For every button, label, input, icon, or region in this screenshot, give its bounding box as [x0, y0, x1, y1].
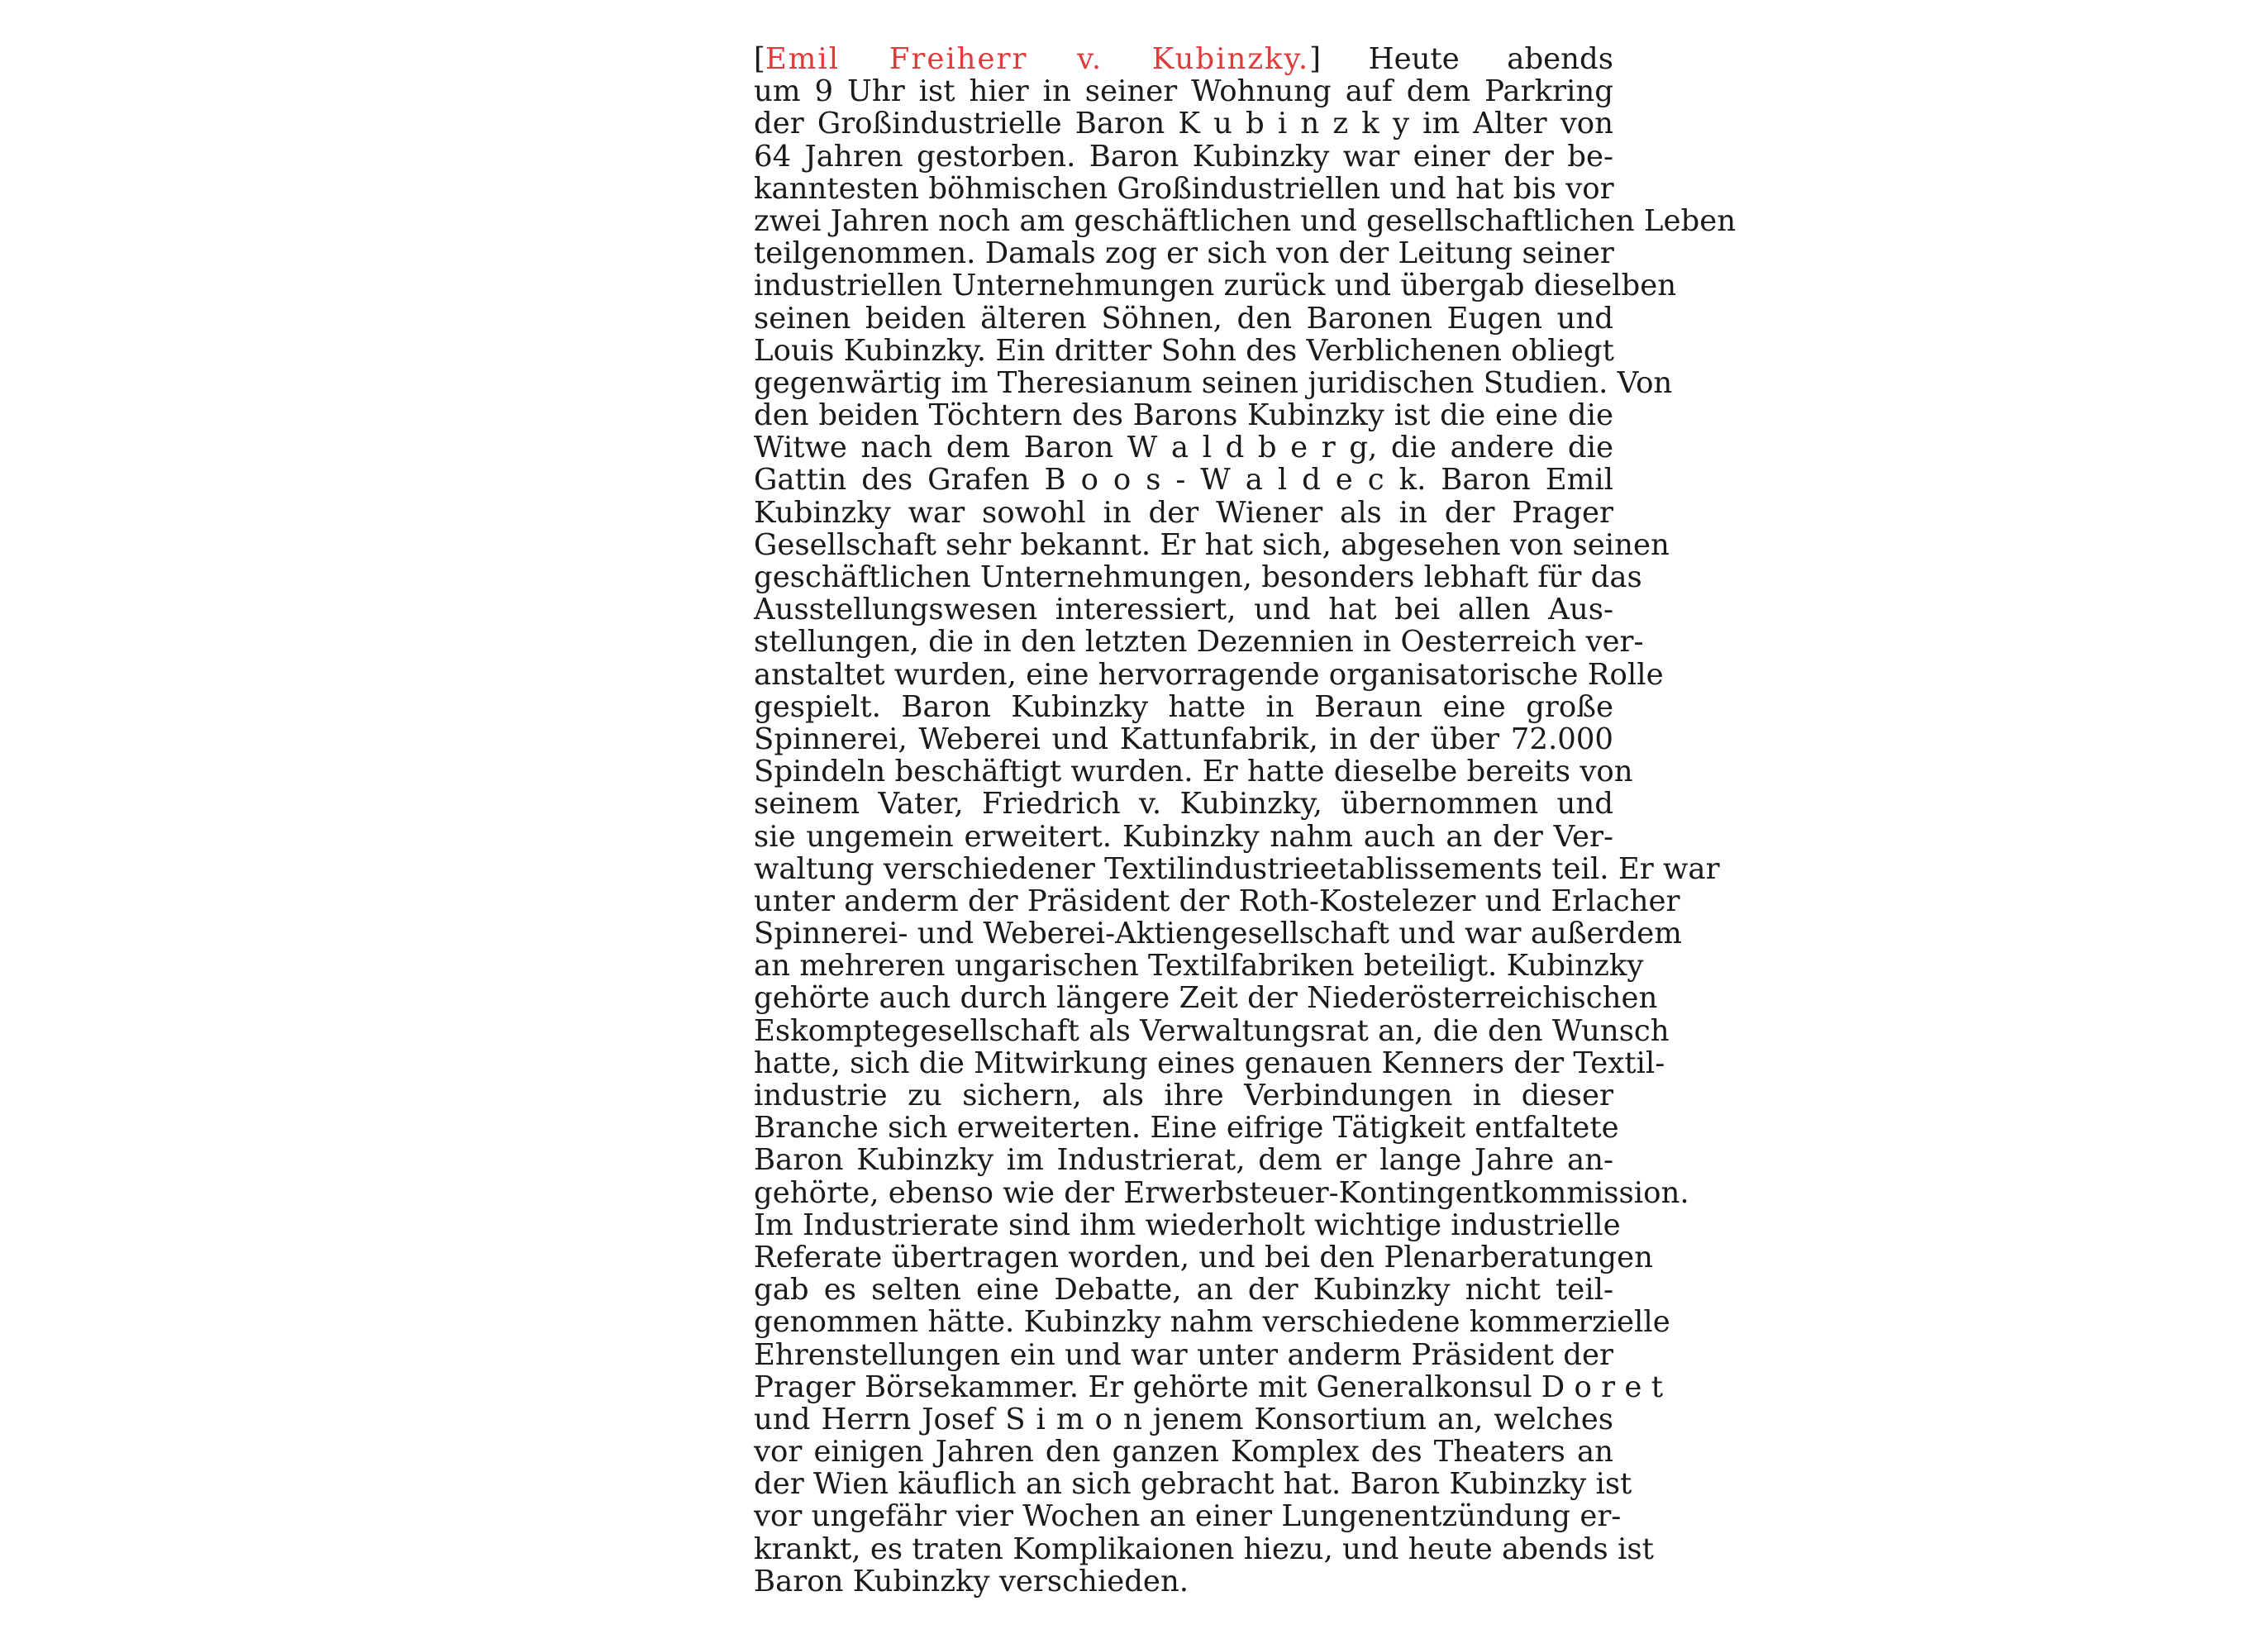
- article-line: 64 Jahren gestorben. Baron Kubinzky war einer der be-: [754, 139, 1613, 174]
- article-line: Referate übertragen worden, und bei den Plenarberatungen: [754, 1240, 1654, 1274]
- article-line: Louis Kubinzky. Ein dritter Sohn des Verblichenen obliegt: [754, 333, 1614, 368]
- article-line: der Großindustrielle Baron K u b i n z k y im Alter von: [754, 107, 1613, 141]
- article-line: gehörte auch durch längere Zeit der Niederösterreichischen: [754, 981, 1658, 1016]
- article-line: Branche sich erweiterten. Eine eifrige Tätigkeit entfaltete: [754, 1111, 1619, 1146]
- headline-lead-text: Heute abends: [1321, 42, 1613, 76]
- article-line: gespielt. Baron Kubinzky hatte in Beraun eine große: [754, 689, 1613, 724]
- article-line: kanntesten böhmischen Großindustriellen und hat bis vor: [754, 171, 1614, 206]
- article-line: gab es selten eine Debatte, an der Kubinzky nicht teil-: [754, 1273, 1613, 1308]
- article-line: Spindeln beschäftigt wurden. Er hatte dieselbe bereits von: [754, 755, 1633, 789]
- article-line: seinen beiden älteren Söhnen, den Baronen Eugen und: [754, 301, 1613, 336]
- article-line: an mehreren ungarischen Textilfabriken beteiligt. Kubinzky: [754, 949, 1644, 984]
- article-line: waltung verschiedener Textilindustrieetablissements teil. Er war: [754, 851, 1720, 886]
- article-line: industrie zu sichern, als ihre Verbindungen in dieser: [754, 1079, 1613, 1112]
- article-line: Witwe nach dem Baron W a l d b e r g, die andere die: [754, 431, 1613, 465]
- article-line: unter anderm der Präsident der Roth-Kostelezer und Erlacher: [754, 884, 1680, 918]
- article-line: Gattin des Grafen B o o s - W a l d e c k. Baron Emil: [754, 463, 1613, 498]
- article-line: Kubinzky war sowohl in der Wiener als in der Prager: [754, 495, 1613, 530]
- article-line: anstaltet wurden, eine hervorragende organisatorische Rolle: [754, 657, 1664, 692]
- article-line: zwei Jahren noch am geschäftlichen und gesellschaftlichen Leben: [754, 203, 1737, 238]
- article-body: [754, 74, 1737, 1598]
- article-line: Prager Börsekammer. Er gehörte mit Generalkonsul D o r e t: [754, 1370, 1663, 1404]
- article-line: den beiden Töchtern des Barons Kubinzky ist die eine die: [754, 398, 1613, 433]
- article-line: teilgenommen. Damals zog er sich von der Leitung seiner: [754, 236, 1614, 271]
- article-line: sie ungemein erweitert. Kubinzky nahm auch an der Ver-: [754, 819, 1613, 854]
- headline-close-bracket: ]: [1309, 42, 1322, 76]
- article-line: Spinnerei- und Weberei-Aktiengesellschaft und war außerdem: [754, 917, 1682, 951]
- article-line: um 9 Uhr ist hier in seiner Wohnung auf dem Parkring: [754, 74, 1613, 109]
- article-headline: Emil Freiherr v. Kubinzky.: [765, 42, 1310, 76]
- article-line: und Herrn Josef S i m o n jenem Konsortium an, welches: [754, 1402, 1613, 1436]
- newspaper-article-column: [754, 42, 1737, 1598]
- headline-line: [754, 43, 1613, 75]
- article-line: gegenwärtig im Theresianum seinen juridischen Studien. Von: [754, 365, 1673, 400]
- article-line: hatte, sich die Mitwirkung eines genauen Kenners der Textil-: [754, 1046, 1665, 1080]
- article-line: der Wien käuflich an sich gebracht hat. Baron Kubinzky ist: [754, 1467, 1632, 1502]
- article-line: Eskomptegesellschaft als Verwaltungsrat an, die den Wunsch: [754, 1013, 1670, 1048]
- article-line: Spinnerei, Weberei und Kattunfabrik, in der über 72.000: [754, 722, 1613, 756]
- article-line: gehörte, ebenso wie der Erwerbsteuer-Kontingentkommission.: [754, 1175, 1689, 1210]
- article-line: Ausstellungswesen interessiert, und hat bei allen Aus-: [754, 593, 1613, 627]
- article-line: vor einigen Jahren den ganzen Komplex des Theaters an: [754, 1435, 1613, 1470]
- article-line: stellungen, die in den letzten Dezennien in Oesterreich ver-: [754, 625, 1644, 660]
- article-line: seinem Vater, Friedrich v. Kubinzky, übernommen und: [754, 787, 1613, 822]
- article-line: Baron Kubinzky verschieden.: [754, 1564, 1189, 1598]
- article-line: Ehrenstellungen ein und war unter anderm Präsident der: [754, 1337, 1613, 1372]
- article-line: vor ungefähr vier Wochen an einer Lungenentzündung er-: [754, 1499, 1622, 1534]
- article-line: genommen hätte. Kubinzky nahm verschiedene kommerzielle: [754, 1305, 1670, 1340]
- article-line: Gesellschaft sehr bekannt. Er hat sich, abgesehen von seinen: [754, 527, 1670, 562]
- article-line: industriellen Unternehmungen zurück und übergab dieselben: [754, 269, 1677, 303]
- article-line: krankt, es traten Komplikaionen hiezu, und heute abends ist: [754, 1532, 1654, 1566]
- article-line: geschäftlichen Unternehmungen, besonders lebhaft für das: [754, 560, 1642, 594]
- headline-open-bracket: [: [754, 42, 765, 76]
- article-line: Baron Kubinzky im Industrierat, dem er lange Jahre an-: [754, 1143, 1613, 1178]
- article-line: Im Industrierate sind ihm wiederholt wichtige industrielle: [754, 1208, 1621, 1242]
